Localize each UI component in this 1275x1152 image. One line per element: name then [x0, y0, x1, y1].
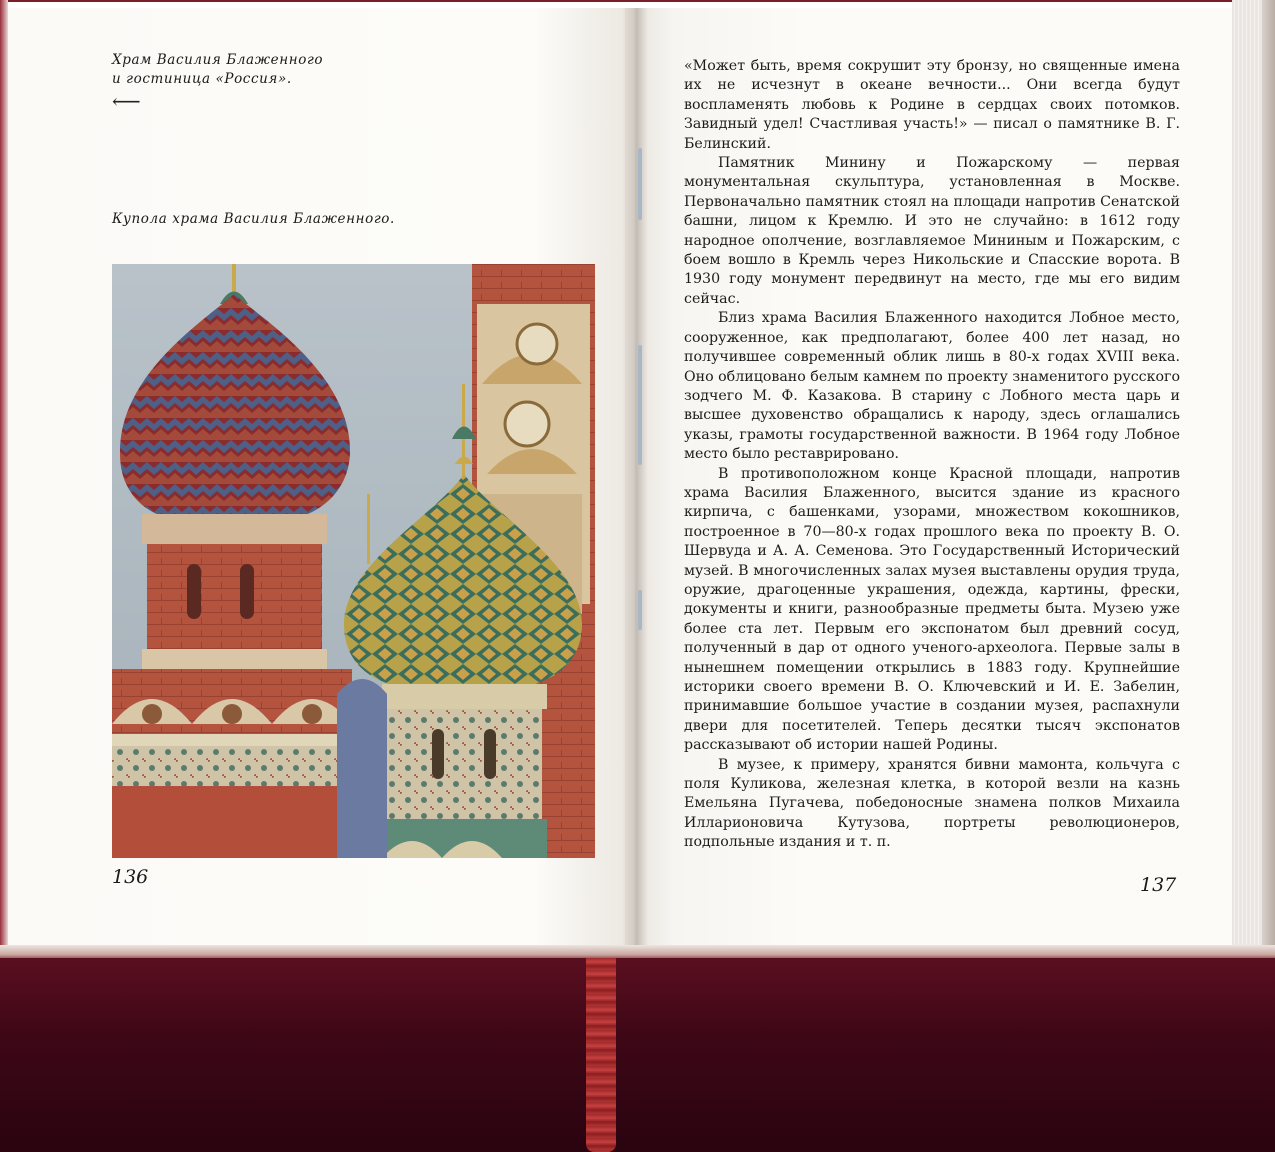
- page-number-right: 137: [1140, 874, 1177, 896]
- photo-st-basil-domes: [112, 264, 595, 858]
- ribbon-bookmark[interactable]: [586, 958, 616, 1152]
- binding-thread: [638, 590, 642, 630]
- arrow-left-icon: ⟵: [112, 89, 141, 113]
- paragraph: «Может быть, время сокрушит эту бронзу, но священные имена их не исчезнут в океане вечности... Они всегда будут воспламенять любовь к Родине в сердцах своих потомков. Завидный удел! Счастливая участь!» — писал о памятнике В. Г. Белинский.: [684, 58, 1180, 152]
- book-cover-top-edge: [0, 0, 1275, 2]
- body-text: [684, 57, 1180, 853]
- caption-domes: Купола храма Василия Блаженного.: [112, 211, 395, 227]
- caption-hotel-russia: Храм Василия Блаженного и гостиница «Россия».: [112, 52, 324, 87]
- book-cover: [0, 958, 1275, 1152]
- book-cover-left-edge: [0, 0, 8, 955]
- binding-thread: [638, 148, 642, 220]
- paragraph: В музее, к примеру, хранятся бивни мамонта, кольчуга с поля Куликова, железная клетка, в которой везли на казнь Емельяна Пугачева, победоносные знамена полков Михаила Илларионовича Кутузова, портреты революционеров, подпольные издания и т. п.: [684, 756, 1180, 851]
- paragraph: В противоположном конце Красной площади, напротив храма Василия Блаженного, высится здание из красного кирпича, с башенками, узорами, множеством кокошников, построенное в 70—80-х годах прошлого века по проекту В. О. Шервуда и А. А. Семенова. Это Государственный Исторический музей. В многочисленных залах музея выставлены орудия труда, оружие, драгоценные украшения, одежда, картины, фрески, документы и книги, разнообразные предметы быта. Музею уже более ста лет. Первым его экспонатом был древний сосуд, полученный в дар от одного ученого-археолога. Первые залы в нынешнем помещении открылись в 1883 году. Крупнейшие историки своего времени В. О. Ключевский и И. Е. Забелин, принимавшие большое участие в создании музея, распахнули двери для посетителей. Теперь десятки тысяч экспонатов рассказывают об истории нашей Родины.: [684, 465, 1180, 754]
- book-gutter: [622, 8, 648, 945]
- paragraph: Памятник Минину и Пожарскому — первая монументальная скульптура, установленная в Москве. Первоначально памятник стоял на площади напротив Сенатской башни, лицом к Кремлю. И это не случайно: в 1612 году народное ополчение, возглавляемое Мининым и Пожарским, с боем вошло в Кремль через Никольские и Спасские ворота. В 1930 году монумент передвинут на место, где мы его видим сейчас.: [684, 155, 1180, 307]
- binding-thread: [638, 345, 642, 465]
- cover-right-edge: [1262, 0, 1275, 955]
- page-number-left: 136: [112, 866, 149, 888]
- paragraph: Близ храма Василия Блаженного находится Лобное место, сооруженное, как предполагают, более 400 лет назад, но получившее современный облик лишь в 80-х годах XVIII века. Оно облицовано белым камнем по проекту знаменитого русского зодчего М. Ф. Казакова. В старину с Лобного места царь и высшее духовенство обращались к народу, здесь оглашались указы, грамоты государственной важности. В 1964 году Лобное место было реставрировано.: [684, 310, 1180, 463]
